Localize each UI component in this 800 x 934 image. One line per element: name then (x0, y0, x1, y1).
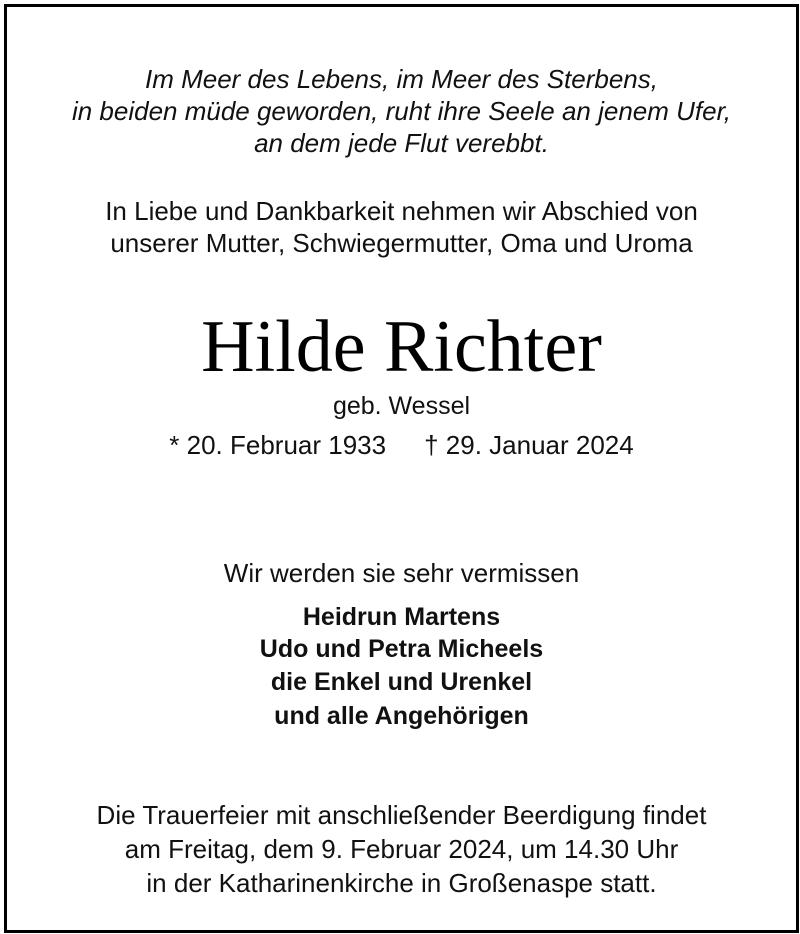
motto-line: in beiden müde geworden, ruht ihre Seele an jenem Ufer, (71, 96, 732, 126)
ceremony-line: am Freitag, dem 9. Februar 2024, um 14.30 Uhr (124, 834, 679, 864)
mourner-name: die Enkel und Urenkel (270, 668, 533, 696)
death-date: † 29. Januar 2024 (424, 430, 634, 460)
intro-line: In Liebe und Dankbarkeit nehmen wir Abschied von (105, 196, 698, 226)
deceased-name: Hilde Richter (201, 306, 602, 388)
mourner-name: und alle Angehörigen (274, 702, 529, 730)
ceremony-line: in der Katharinenkirche in Großenaspe statt. (146, 868, 657, 898)
mourner-name: Heidrun Martens (302, 603, 501, 631)
obituary-notice (4, 4, 799, 933)
life-dates (7, 429, 796, 461)
maiden-name: geb. Wessel (332, 392, 471, 420)
ceremony-line: Die Trauerfeier mit anschließender Beerdigung findet (96, 800, 707, 830)
birth-date: * 20. Februar 1933 (169, 430, 387, 460)
intro-line: unserer Mutter, Schwiegermutter, Oma und Uroma (110, 228, 693, 258)
motto-line: Im Meer des Lebens, im Meer des Sterbens, (144, 64, 658, 94)
motto-line: an dem jede Flut verebbt. (254, 128, 549, 158)
mourner-name: Udo und Petra Micheels (259, 635, 544, 663)
closing-line: Wir werden sie sehr vermissen (223, 558, 580, 588)
